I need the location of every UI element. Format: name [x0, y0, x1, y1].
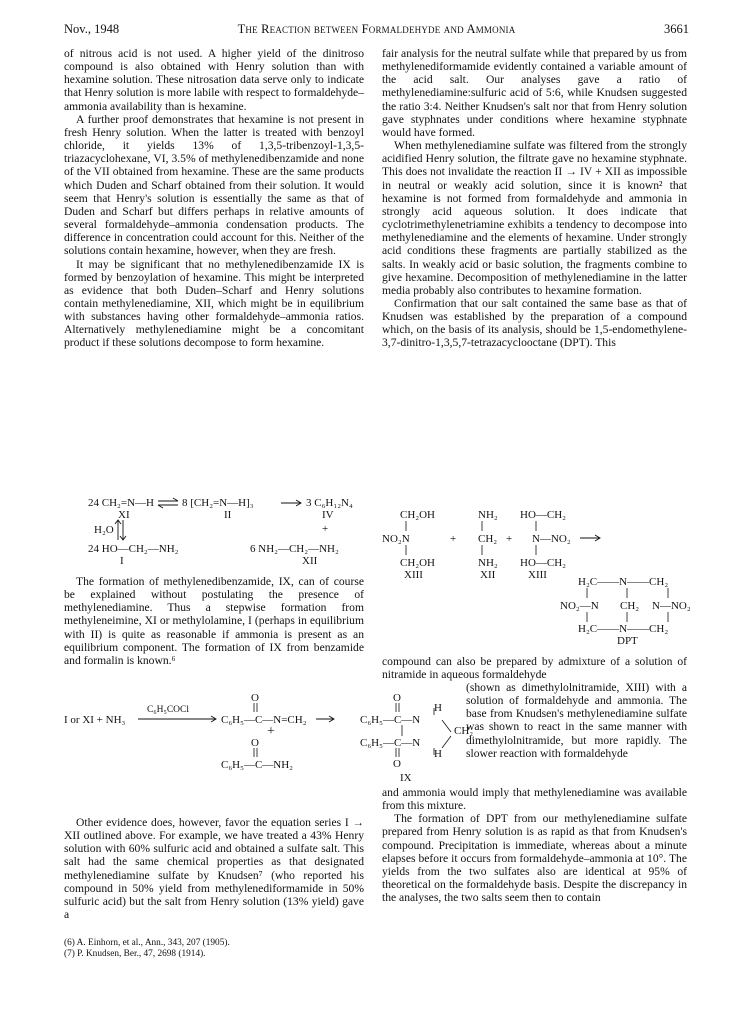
atom-label: O — [251, 737, 259, 749]
scheme-text: H₂O — [94, 524, 114, 536]
scheme-text: NH₂ — [478, 557, 498, 569]
compound-label: XI — [118, 509, 130, 521]
double-bond-icon — [393, 703, 403, 713]
right-column-wrap — [466, 681, 687, 760]
double-bond-icon — [393, 748, 403, 758]
equilibrium-arrow-icon — [156, 498, 180, 508]
scheme-text: CH₂ — [454, 725, 474, 737]
scheme-text: 8 [CH₂=N—H]₃ — [182, 497, 254, 509]
compound-label: IX — [400, 772, 412, 784]
scheme-text: + — [506, 533, 513, 545]
arrow-right-icon — [279, 498, 303, 508]
scheme-text: H₂C——N——CH₂ — [578, 623, 669, 635]
reaction-scheme-1 — [64, 497, 364, 571]
left-column-end — [64, 816, 364, 921]
scheme-text: + — [322, 523, 329, 535]
scheme-text: N—NO₂ — [532, 533, 571, 545]
paragraph: It may be significant that no methylenedibenzamide IX is formed by benzoylation of hexamine. This might be interpreted as evidence that both Duden–Scharf and Henry solutions contain methylenediamine, XII, which might be in equilibrium with substances having other formaldehyde–ammonia ratios. Alternatively methylenediamine might be a concomitant product if these solutions decompose to form hexamine. — [64, 257, 364, 350]
compound-label: XIII — [528, 569, 547, 581]
left-column — [64, 47, 364, 350]
scheme-text: + — [450, 533, 457, 545]
scheme-text: H₂C——N——CH₂ — [578, 576, 669, 588]
paragraph: Confirmation that our salt contained the same base as that of Knudsen was established by the preparation of a compound which, on the basis of its analysis, should be 1,5-endomethylene-3,7-dinitro-1,3,5,7-tetrazacyclooctane (DPT). This — [382, 296, 687, 350]
atom-label: O — [393, 692, 401, 704]
scheme-text: CH₂OH — [400, 557, 436, 569]
paragraph: fair analysis for the neutral sulfate while that prepared by us from methylenediformamide evidently contained a variable amount of the acid salt. Our analyses gave a ratio of methylenediamine:sulfuric acid of 5:6, while Knudsen suggested the ratio 3:4. Neither Knudsen's salt nor that from Henry solution gave styphnates under conditions where hexamine styphnate would have formed. — [382, 47, 687, 139]
footnote: (7) P. Knudsen, Ber., 47, 2698 (1914). — [64, 949, 206, 959]
compound-label: XII — [302, 555, 318, 567]
scheme-text: NO₂—N — [560, 600, 599, 612]
header-date: Nov., 1948 — [64, 22, 120, 36]
scheme-text: 24 CH₂=N—H — [88, 497, 154, 509]
scheme-text: NH₂ — [478, 509, 498, 521]
compound-label: XIII — [404, 569, 423, 581]
header-title: The Reaction between Formaldehyde and Ammonia — [237, 22, 516, 36]
left-column-continued — [64, 575, 364, 667]
paragraph: A further proof demonstrates that hexamine is not present in fresh Henry solution. When the latter is treated with benzoyl chloride, it yields 13% of 1,3,5-tribenzoyl-1,3,5-triazacyclohexane, VI, 3.5% of methylenedibenzamide and none of the VII obtained from hexamine. These are the same products which Duden and Scharf obtained from their solution. It would seem that Henry's solution is essentially the same as that of Duden and Scharf but differs perhaps in relative amounts of several formaldehyde–ammonia condensation products. The difference in concentration could account for this. Neither of the solutions contain hexamine, however, when they are fresh. — [64, 112, 364, 258]
bond-icon — [400, 519, 550, 533]
paragraph: Other evidence does, however, favor the equation series I → XII outlined above. For example, we have treated a 43% Henry solution with 60% sulfuric acid and obtained a sulfate salt. This salt had the same chemical properties as that designated methylenediamine sulfate by Knudsen⁷ (who reported his compound in 50% yield from methylenediformamide in 50% sulfuric acid) but the salt from Henry solution (13% yield) gave a — [64, 816, 364, 922]
footnote: (6) A. Einhorn, et al., Ann., 343, 207 (1905). — [64, 938, 230, 948]
scheme-text: C₆H₅—C—NH₂ — [221, 759, 294, 771]
running-header — [64, 22, 689, 38]
scheme-text: 3 C₆H₁₂N₄ — [306, 497, 353, 509]
atom-label: H — [434, 702, 442, 714]
scheme-text: CH₂ — [620, 600, 640, 612]
scheme-text: 6 NH₂—CH₂—NH₂ — [250, 543, 339, 555]
bond-icon — [398, 725, 406, 737]
paragraph: of nitrous acid is not used. A higher yield of the dinitroso compound is also obtained with Henry solution than with hexamine solution. These nitrosation data serve only to indicate that Henry solution is more labile with respect to formaldehyde–ammonia availability than is hexamine. — [64, 47, 364, 113]
scheme-text: N—NO₂ — [652, 600, 691, 612]
right-column — [382, 47, 687, 350]
compound-label: IV — [322, 509, 334, 521]
page-number: 3661 — [664, 22, 689, 36]
scheme-text: HO—CH₂ — [520, 557, 567, 569]
bond-icon — [582, 610, 687, 624]
bond-icon — [582, 586, 687, 600]
scheme-text: C₆H₅—C—N=CH₂ — [221, 714, 307, 726]
scheme-text: 24 HO—CH₂—NH₂ — [88, 543, 179, 555]
arrow-right-icon — [314, 714, 336, 724]
paragraph: (shown as dimethylolnitramide, XIII) with a solution of formaldehyde and ammonia. The base from Knudsen's methylenediamine sulfate was shown to react in the same manner with dimethylolnitramide, but more rapidly. The slower reaction with formaldehyde — [466, 681, 687, 760]
right-column-continued — [382, 655, 687, 681]
paragraph: When methylenediamine sulfate was filtered from the strongly acidified Henry solution, the filtrate gave no hexamine styphnate. This does not invalidate the reaction II → IV + XII as impossible in neutral or weakly acid solution, since it is known² that hexamine is not formed from formaldehyde and ammonia in strongly acid aqueous solution. It does indicate that cyclotrimethylenetriamine exhibits a tendency to decompose into methylenediamine and the elements of hexamine. Under strongly acid conditions these fragments are partially stabilized as the salts. In weakly acid or basic solution, the fragments combine to give hexamine. Decomposition of methylenediamine in the latter media probably also contributes to hexamine formation. — [382, 139, 687, 297]
compound-label: DPT — [617, 635, 638, 647]
scheme-text: C₆H₅—C—N — [360, 737, 421, 749]
equilibrium-arrow-icon — [115, 518, 127, 542]
atom-label: O — [251, 692, 259, 704]
paragraph: The formation of methylenedibenzamide, IX, can of course be explained without postulating the presence of methylenediamine. Thus a stepwise formation from methyleneimine, XI or methylolamine, I (perhaps in equilibrium with II) is quite as reasonable if ammonia is present as an equilibrium component. The formation of IX from benzamide and formalin is known.⁶ — [64, 575, 364, 667]
atom-label: O — [393, 758, 401, 770]
scheme-text: NO₂N — [382, 533, 410, 545]
double-bond-icon — [251, 703, 261, 713]
footnotes — [64, 938, 230, 960]
paragraph: compound can also be prepared by admixture of a solution of nitramide in aqueous formaldehyde — [382, 655, 687, 682]
paragraph: and ammonia would imply that methylenediamine was available from this mixture. — [382, 786, 687, 813]
scheme-text: C₆H₅—C—N — [360, 714, 421, 726]
compound-label: II — [224, 509, 232, 521]
bond-icon — [400, 543, 550, 557]
arrow-right-icon — [578, 533, 602, 543]
scheme-text: + — [267, 724, 275, 739]
paragraph: The formation of DPT from our methylenediamine sulfate prepared from Henry solution is as rapid as that from Knudsen's compound. Precipitation is immediate, whereas about a minute elapses before it occurs from formaldehyde–ammonia at 10°. The yields from the two sulfates also are identical at 95% of theoretical on the formaldehyde basis. Despite the discrepancy in the analyses, the two salts seem then to contain — [382, 812, 687, 905]
arrow-right-icon — [136, 714, 218, 724]
reagent-label: C₆H₅COCl — [147, 705, 189, 715]
scheme-text: CH₂ — [478, 533, 498, 545]
scheme-text: CH₂OH — [400, 509, 436, 521]
scheme-text: HO—CH₂ — [520, 509, 567, 521]
bond-icon — [430, 708, 438, 716]
reaction-scheme-3 — [382, 509, 691, 647]
scheme-text: I or XI + NH₃ — [64, 714, 126, 726]
right-column-end — [382, 786, 687, 904]
atom-label: H — [434, 748, 442, 760]
double-bond-icon — [251, 748, 261, 758]
compound-label: XII — [480, 569, 496, 581]
compound-label: I — [120, 555, 124, 567]
